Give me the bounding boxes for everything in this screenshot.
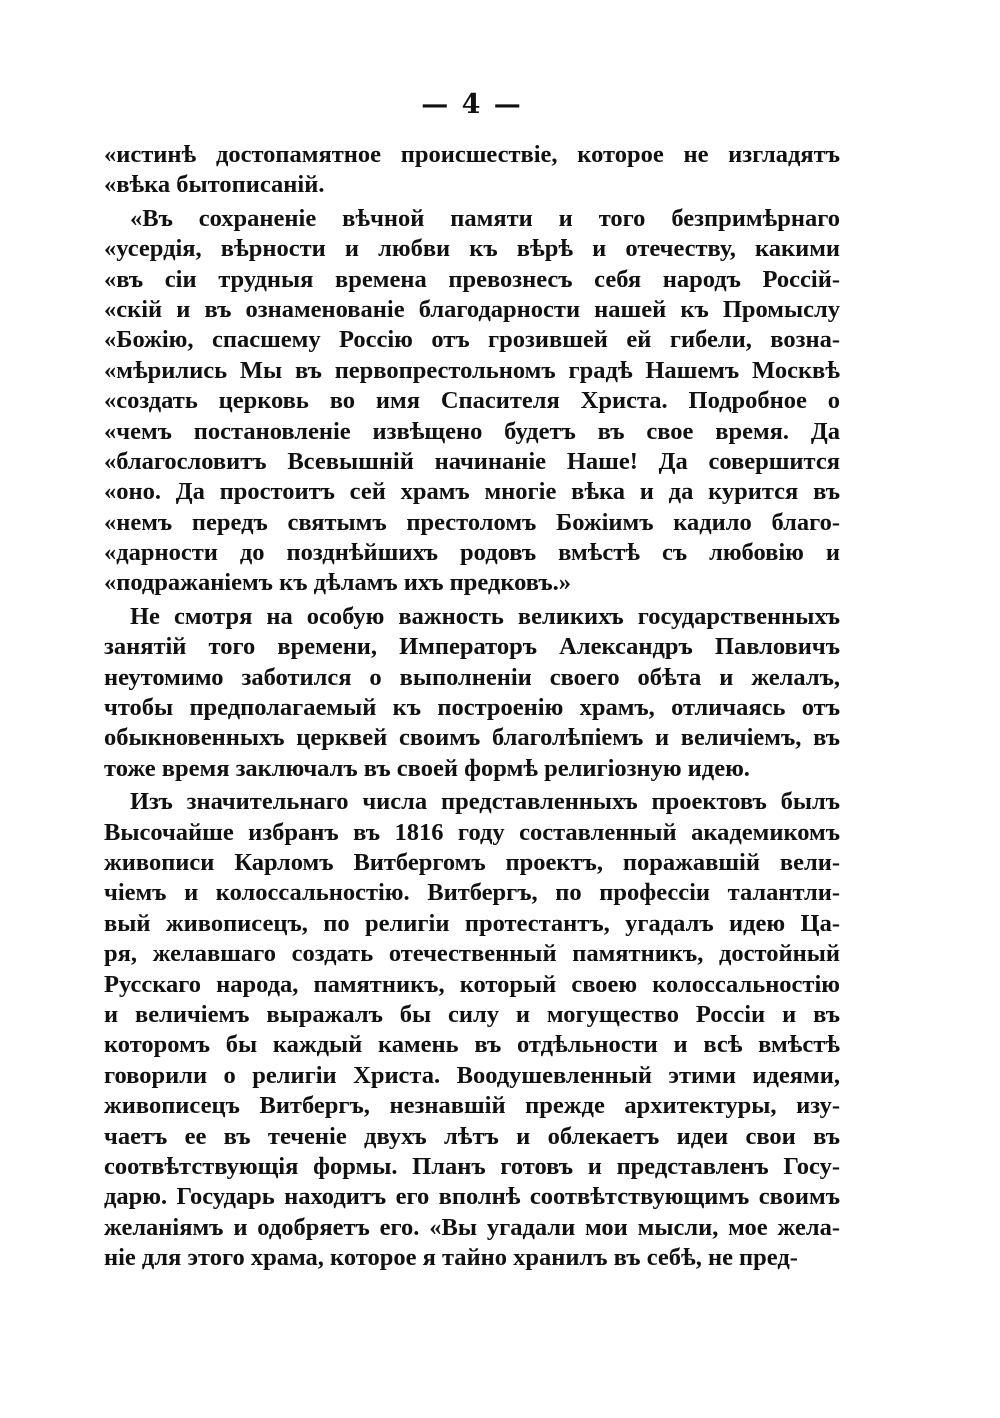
text-line: живописецъ Витбергъ, незнавшій прежде архитектуры, изу- — [104, 1092, 840, 1120]
text-line: «Божію, спасшему Россію отъ грозившей ей гибели, возна- — [104, 326, 840, 354]
text-line: «Въ сохраненіе вѣчной памяти и того безпримѣрнаго — [130, 204, 840, 232]
text-line: ніе для этого храма, которое я тайно хранилъ въ себѣ, не пред- — [104, 1244, 798, 1272]
text-line: ря, желавшаго создать отечественный памятникъ, достойный — [104, 940, 840, 968]
text-line: дарю. Государь находитъ его вполнѣ соотвѣтствующимъ своимъ — [104, 1183, 840, 1211]
text-line: вый живописецъ, по религіи протестантъ, угадалъ идею Ца- — [104, 909, 840, 937]
text-line: Не смотря на особую важность великихъ государственныхъ — [130, 602, 840, 630]
text-line: занятій того времени, Императоръ Александръ Павловичъ — [104, 633, 840, 661]
text-line: неутомимо заботился о выполненіи своего обѣта и желалъ, — [104, 663, 840, 691]
text-line: «создать церковь во имя Спасителя Христа. Подробное о — [104, 387, 840, 415]
text-line: «благословитъ Всевышній начинаніе Наше! Да совершится — [104, 447, 840, 475]
text-line: тоже время заключалъ въ своей формѣ религіозную идею. — [104, 754, 750, 782]
text-line: чіемъ и колоссальностію. Витбергъ, по профессіи талантли- — [104, 879, 840, 907]
text-line: Изъ значительнаго числа представленныхъ проектовъ былъ — [130, 788, 840, 816]
paragraph — [104, 602, 840, 784]
text-line: и величіемъ выражалъ бы силу и могущество Россіи и въ — [104, 1000, 840, 1028]
text-line: которомъ бы каждый камень въ отдѣльности и всѣ вмѣстѣ — [104, 1031, 840, 1059]
paragraph — [104, 787, 840, 1273]
text-line: «оно. Да простоитъ сей храмъ многіе вѣка и да курится въ — [104, 478, 840, 506]
text-line: «вѣка бытописаній. — [104, 171, 325, 199]
text-line: желаніямъ и одобряетъ его. «Вы угадали мои мысли, мое жела- — [104, 1213, 840, 1241]
text-line: Высочайше избранъ въ 1816 году составленный академикомъ — [104, 818, 840, 846]
text-body — [104, 140, 840, 1273]
text-line: «скій и въ ознаменованіе благодарности нашей къ Промыслу — [104, 295, 840, 323]
text-line: «усердія, вѣрности и любви къ вѣрѣ и отечеству, какими — [104, 235, 840, 263]
text-line: говорили о религіи Христа. Воодушевленный этими идеями, — [104, 1061, 840, 1089]
text-line: «подражаніемъ къ дѣламъ ихъ предковъ.» — [104, 569, 572, 597]
text-line: «мѣрились Мы въ первопрестольномъ градѣ Нашемъ Москвѣ — [104, 356, 840, 384]
paragraph — [104, 204, 840, 599]
text-line: «въ сіи трудныя времена превознесъ себя народъ Россій- — [104, 265, 840, 293]
text-line: «дарности до позднѣйшихъ родовъ вмѣстѣ съ любовію и — [104, 539, 840, 567]
paragraph — [104, 140, 840, 201]
text-line: обыкновенныхъ церквей своимъ благолѣпіемъ и величіемъ, въ — [104, 724, 840, 752]
text-line: «истинѣ достопамятное происшествіе, которое не изгладятъ — [104, 141, 840, 168]
text-line: Русскаго народа, памятникъ, который своею колоссальностію — [104, 970, 840, 998]
text-line: живописи Карломъ Витбергомъ проектъ, поражавшій вели- — [104, 848, 840, 876]
document-page — [104, 84, 840, 1273]
text-line: соотвѣтствующія формы. Планъ готовъ и представленъ Госу- — [104, 1152, 840, 1180]
text-line: чаетъ ее въ теченіе двухъ лѣтъ и облекаетъ идеи свои въ — [104, 1122, 840, 1150]
page-number: — 4 — — [421, 89, 523, 120]
text-line: «чемъ постановленіе извѣщено будетъ въ свое время. Да — [104, 417, 840, 445]
text-line: «немъ передъ святымъ престоломъ Божіимъ кадило благо- — [104, 508, 840, 536]
text-line: чтобы предполагаемый къ построенію храмъ, отличаясь отъ — [104, 694, 840, 722]
